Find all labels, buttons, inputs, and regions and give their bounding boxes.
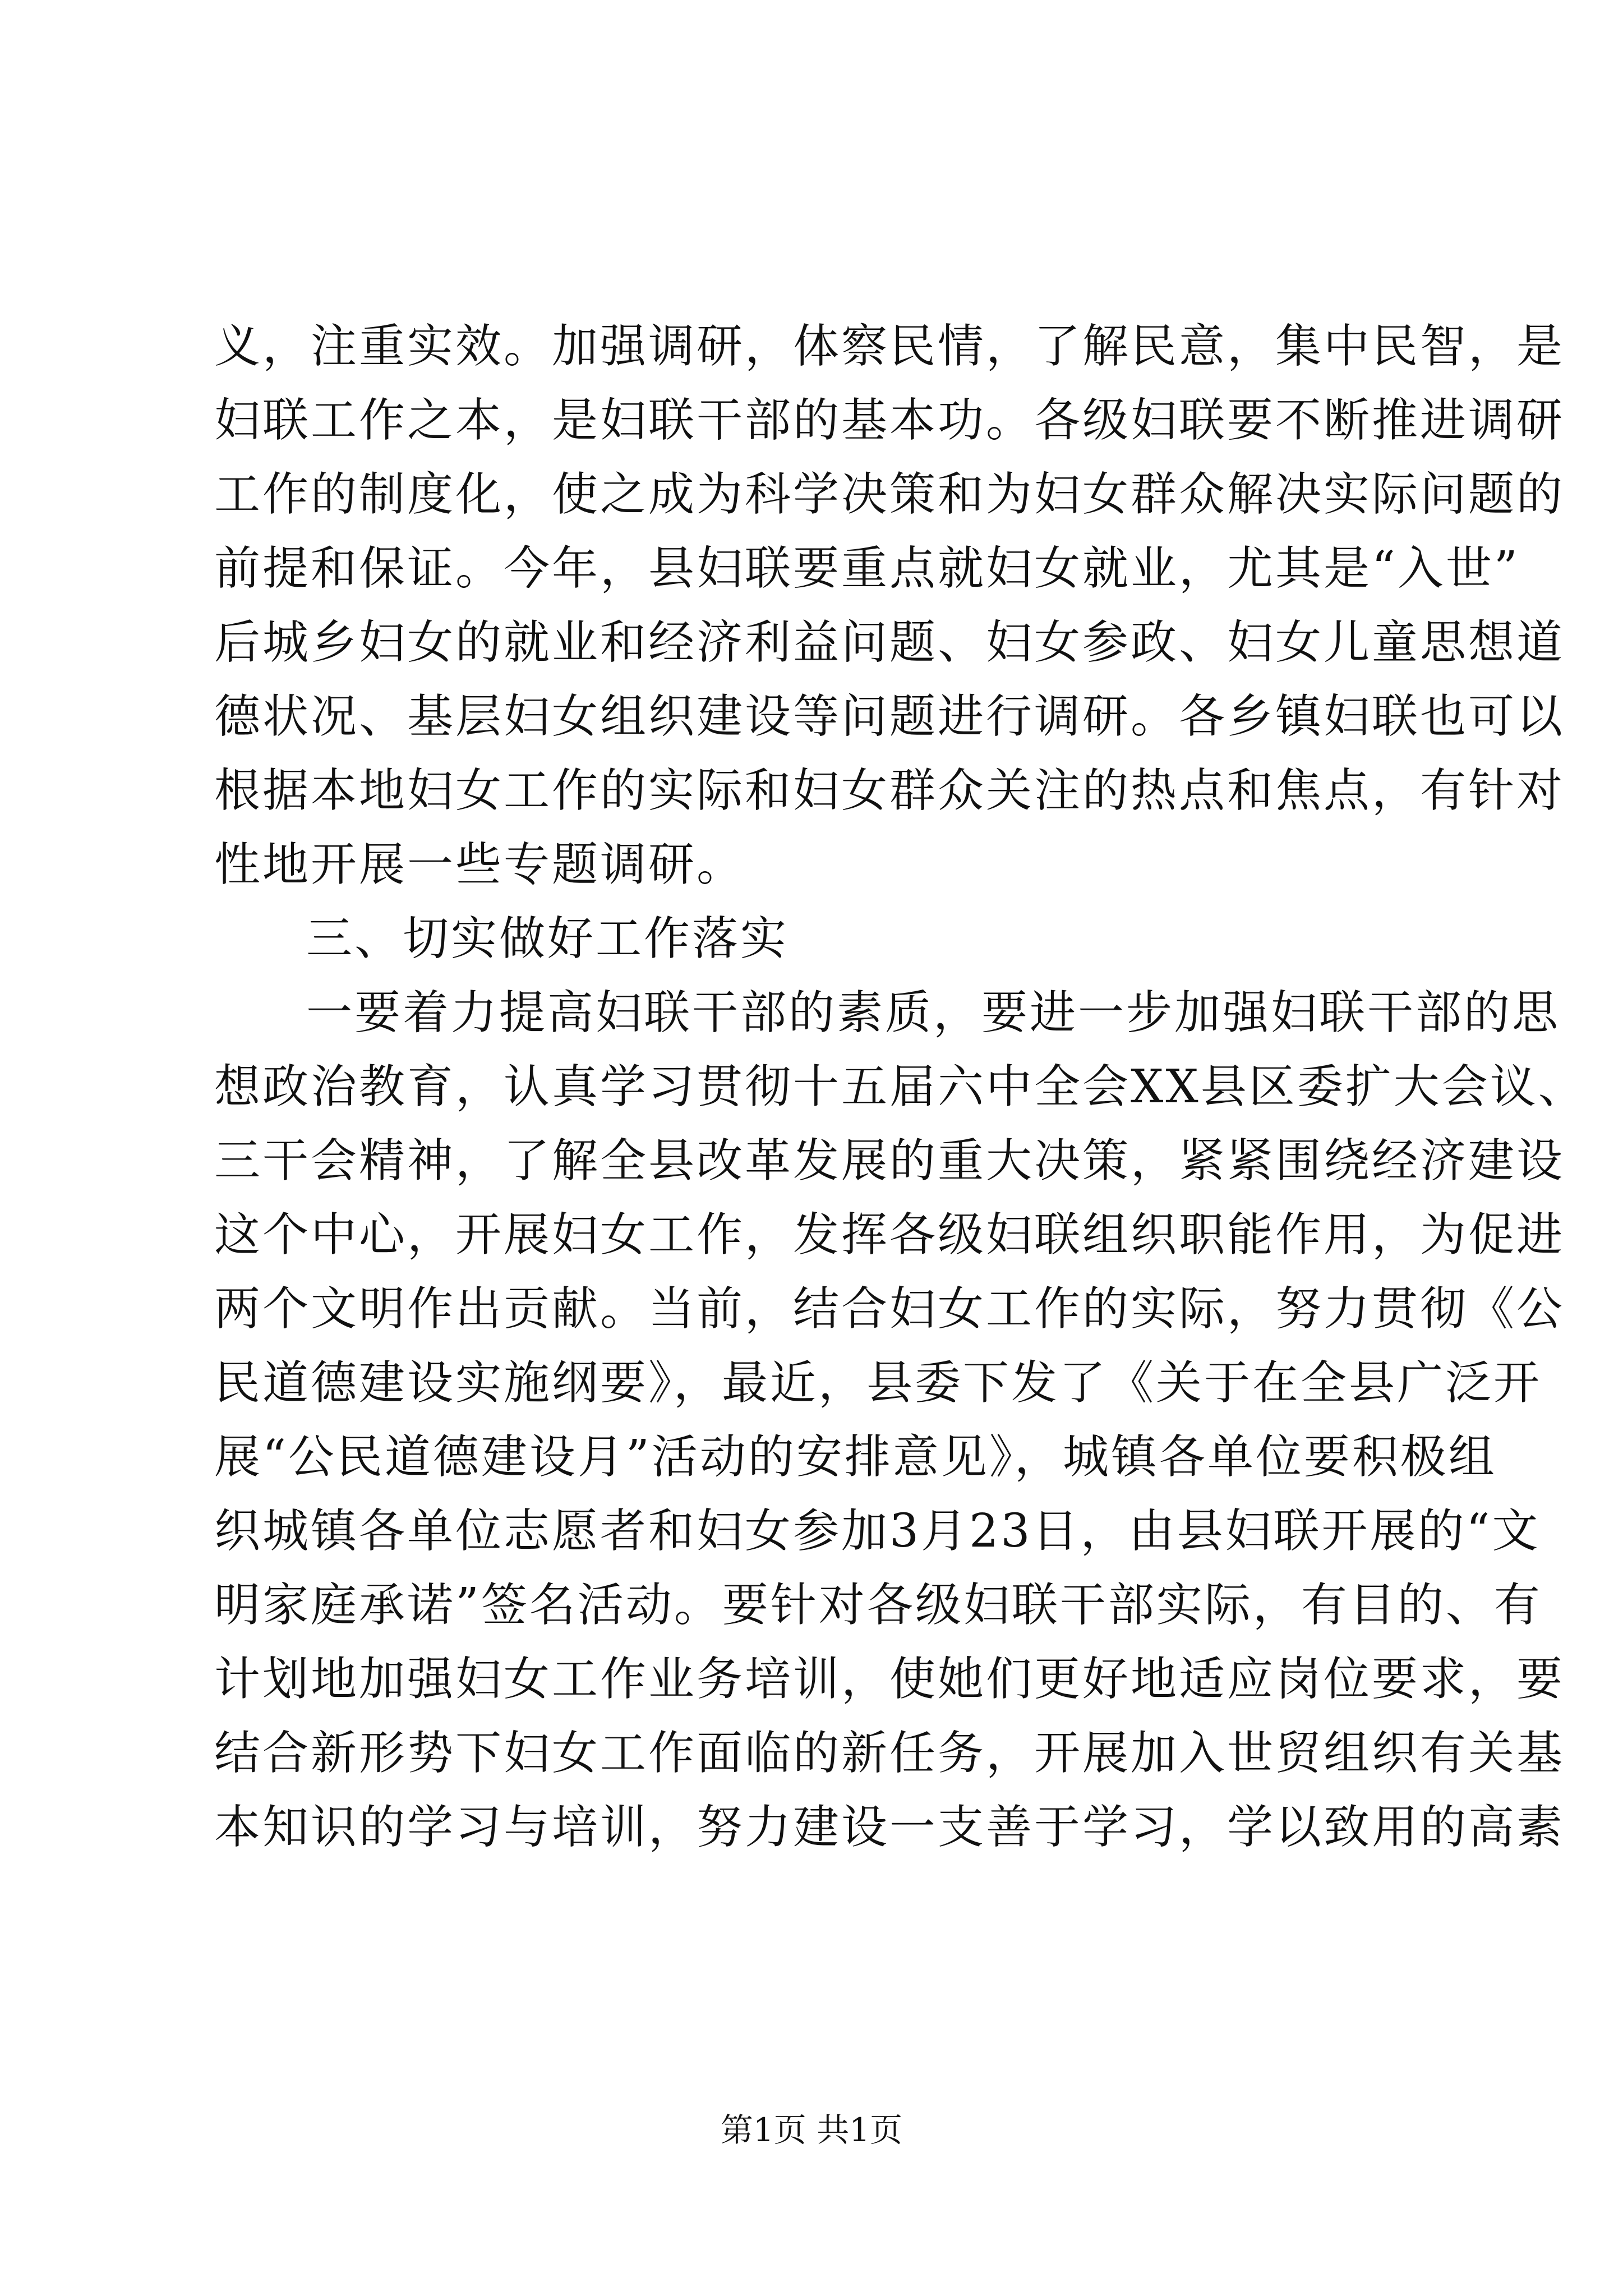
body-text-line: 德状况、基层妇女组织建设等问题进行调研。各乡镇妇联也可以: [214, 690, 1565, 743]
body-text-line: 工作的制度化，使之成为科学决策和为妇女群众解决实际问题的: [214, 468, 1565, 521]
body-text-line: 妇联工作之本，是妇联干部的基本功。各级妇联要不断推进调研: [214, 394, 1565, 447]
body-text-line: 三干会精神，了解全县改革发展的重大决策，紧紧围绕经济建设: [214, 1134, 1565, 1188]
body-text-line: 前提和保证。今年，县妇联要重点就妇女就业，尤其是“入世”: [214, 542, 1520, 595]
page-footer: 第1页 共1页: [720, 2111, 903, 2149]
body-text-line: 后城乡妇女的就业和经济利益问题、妇女参政、妇女儿童思想道: [214, 616, 1565, 669]
section-heading: 三、切实做好工作落实: [306, 912, 789, 965]
body-text-line: 织城镇各单位志愿者和妇女参加3月23日，由县妇联开展的“文: [214, 1504, 1541, 1558]
body-text-line: 计划地加强妇女工作业务培训，使她们更好地适应岗位要求，要: [214, 1653, 1565, 1706]
body-text-line: 根据本地妇女工作的实际和妇女群众关注的热点和焦点，有针对: [214, 764, 1565, 817]
body-text-line: 一要着力提高妇联干部的素质，要进一步加强妇联干部的思: [306, 986, 1561, 1039]
body-text-line: 民道德建设实施纲要》，最近，县委下发了《关于在全县广泛开: [214, 1356, 1542, 1410]
body-text-line: 性地开展一些专题调研。: [214, 838, 745, 891]
body-text-line: 这个中心，开展妇女工作，发挥各级妇联组织职能作用，为促进: [214, 1208, 1565, 1262]
body-text-line: 展“公民道德建设月”活动的安排意见》，城镇各单位要积极组: [214, 1430, 1497, 1484]
body-text-line: 义，注重实效。加强调研，体察民情，了解民意，集中民智，是: [214, 320, 1565, 373]
body-text-line: 明家庭承诺”签名活动。要针对各级妇联干部实际，有目的、有: [214, 1579, 1542, 1632]
body-text-line: 想政治教育，认真学习贯彻十五届六中全会XX县区委扩大会议、: [214, 1060, 1587, 1114]
body-text-line: 两个文明作出贡献。当前，结合妇女工作的实际，努力贯彻《公: [214, 1282, 1565, 1336]
body-text-line: 本知识的学习与培训，努力建设一支善于学习，学以致用的高素: [214, 1801, 1565, 1854]
body-text-line: 结合新形势下妇女工作面临的新任务，开展加入世贸组织有关基: [214, 1727, 1565, 1780]
